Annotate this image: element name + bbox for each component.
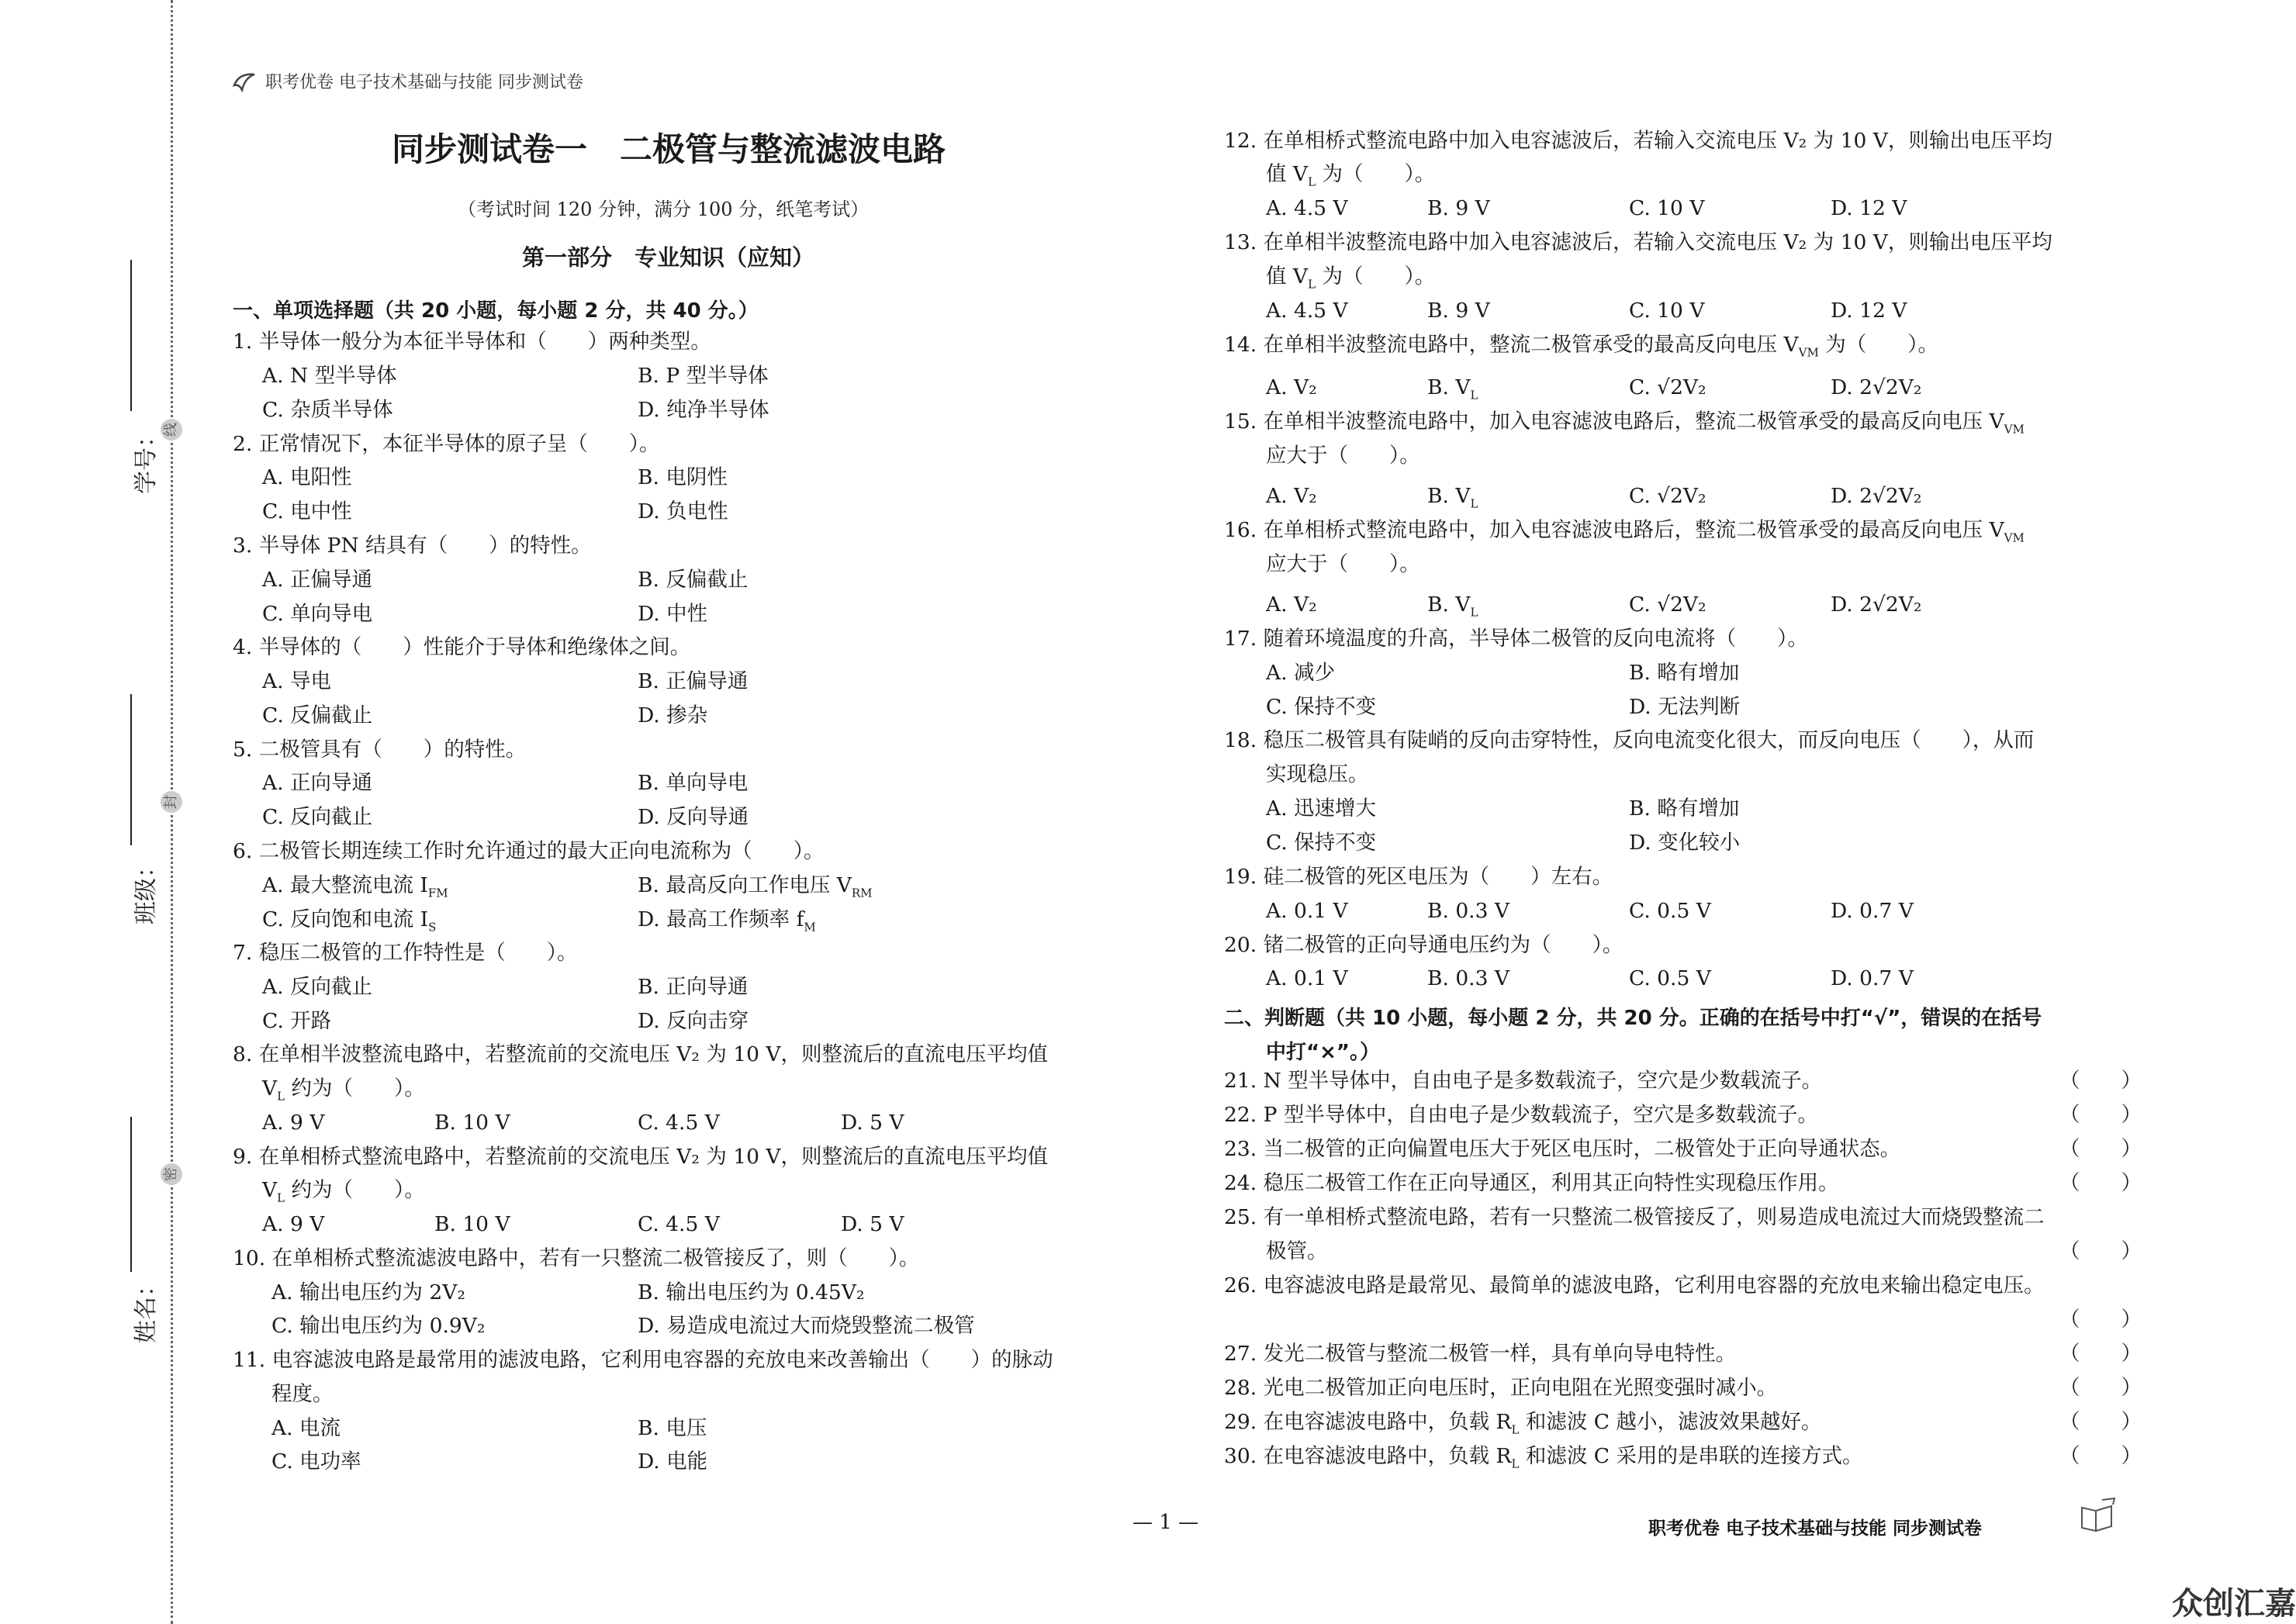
q22-answer-paren[interactable]: （ ） (2059, 1103, 2142, 1127)
q3-stem: 3. 半导体 PN 结具有（ ）的特性。 (233, 534, 592, 558)
q3-option-d: D. 中性 (638, 602, 708, 626)
footer-brand: 职考优卷 电子技术基础与技能 同步测试卷 (1648, 1519, 1983, 1539)
q15-stem-cont: 应大于（ ）。 (1266, 444, 1420, 468)
q19-option-c: C. 0.5 V (1629, 899, 1711, 923)
q4-option-d: D. 掺杂 (638, 703, 708, 727)
q18-option-a: A. 迅速增大 (1266, 796, 1376, 821)
q28-stem: 28. 光电二极管加正向电压时，正向电阻在光照变强时减小。 (1224, 1376, 1778, 1400)
q11-stem: 11. 电容滤波电路是最常用的滤波电路，它利用电容器的充放电来改善输出（ ）的脉动 (233, 1348, 1053, 1372)
student-id-label: 学号： (133, 424, 160, 494)
q17-option-d: D. 无法判断 (1629, 695, 1741, 719)
q29-answer-paren[interactable]: （ ） (2059, 1410, 2142, 1434)
q17-stem: 17. 随着环境温度的升高，半导体二极管的反向电流将（ ）。 (1224, 627, 1808, 651)
exam-info: （考试时间 120 分钟，满分 100 分，纸笔考试） (458, 199, 870, 220)
q13-option-a: A. 4.5 V (1266, 299, 1348, 323)
q18-option-d: D. 变化较小 (1629, 831, 1741, 855)
q3-option-a: A. 正偏导通 (262, 568, 372, 592)
q18-stem-cont: 实现稳压。 (1266, 762, 1369, 786)
q7-option-d: D. 反向击穿 (638, 1009, 749, 1033)
q8-option-a: A. 9 V (262, 1111, 325, 1135)
q18-stem: 18. 稳压二极管具有陡峭的反向击穿特性，反向电流变化很大，而反向电压（ ），从而 (1224, 728, 2035, 752)
seal-mi: 密 (161, 1163, 182, 1185)
q10-option-b: B. 输出电压约为 0.45V₂ (638, 1280, 865, 1304)
q10-stem: 10. 在单相桥式整流滤波电路中，若有一只整流二极管接反了，则（ ）。 (233, 1246, 920, 1270)
q5-option-c: C. 反向截止 (262, 805, 373, 829)
q16-option-b: B. $V_L$ (1427, 593, 1478, 620)
q15-option-d: D. 2√2V₂ (1831, 484, 1922, 508)
q8-stem-cont: $V_L$ 约为（ ）。 (262, 1076, 425, 1104)
name-line (130, 1117, 132, 1272)
q20-option-b: B. 0.3 V (1427, 966, 1510, 990)
q4-option-b: B. 正偏导通 (638, 669, 749, 693)
q9-option-c: C. 4.5 V (638, 1212, 720, 1236)
q17-option-c: C. 保持不变 (1266, 695, 1377, 719)
q21-stem: 21. N 型半导体中，自由电子是多数载流子，空穴是少数载流子。 (1224, 1069, 1823, 1093)
q5-option-b: B. 单向导电 (638, 771, 749, 795)
q4-option-a: A. 导电 (262, 669, 331, 693)
q12-stem-cont: 值 $V_L$ 为（ ）。 (1266, 162, 1436, 189)
q7-option-a: A. 反向截止 (262, 975, 372, 999)
q18-option-b: B. 略有增加 (1629, 796, 1740, 821)
q11-stem-cont: 程度。 (271, 1382, 334, 1406)
q5-stem: 5. 二极管具有（ ）的特性。 (233, 738, 527, 762)
q24-stem: 24. 稳压二极管工作在正向导通区，利用其正向特性实现稳压作用。 (1224, 1171, 1839, 1195)
q1-option-a: A. N 型半导体 (262, 364, 397, 388)
section2-title: 二、判断题（共 10 小题，每小题 2 分，共 20 分。正确的在括号中打“√”，错误的在括号 (1224, 1007, 2042, 1030)
section1-title: 一、单项选择题（共 20 小题，每小题 2 分，共 40 分。） (233, 299, 759, 323)
q14-stem: 14. 在单相半波整流电路中，整流二极管承受的最高反向电压 $V_{VM}$ 为（ ）。 (1224, 333, 1939, 360)
q17-option-a: A. 减少 (1266, 661, 1335, 685)
q3-option-c: C. 单向导电 (262, 602, 373, 626)
q15-stem: 15. 在单相半波整流电路中，加入电容滤波电路后，整流二极管承受的最高反向电压 $V_{VM}$ (1224, 409, 2025, 437)
q25-answer-paren[interactable]: （ ） (2059, 1239, 2142, 1263)
q14-option-a: A. V₂ (1266, 375, 1317, 399)
q19-option-b: B. 0.3 V (1427, 899, 1510, 923)
q26-stem: 26. 电容滤波电路是最常见、最简单的滤波电路，它利用电容器的充放电来输出稳定电压。 (1224, 1273, 2045, 1297)
page-title: 同步测试卷一 二极管与整流滤波电路 (392, 130, 946, 168)
class-label: 班级： (133, 855, 160, 924)
part-title: 第一部分 专业知识（应知） (522, 244, 815, 271)
watermark: 众创汇嘉 (2172, 1586, 2296, 1622)
q25-stem-cont: 极管。 (1266, 1239, 1328, 1263)
q13-stem-cont: 值 $V_L$ 为（ ）。 (1266, 264, 1436, 292)
q21-answer-paren[interactable]: （ ） (2059, 1069, 2142, 1093)
q30-answer-paren[interactable]: （ ） (2059, 1444, 2142, 1468)
q8-option-c: C. 4.5 V (638, 1111, 720, 1135)
q19-option-a: A. 0.1 V (1266, 899, 1348, 923)
q14-option-c: C. √2V₂ (1629, 375, 1706, 399)
q28-answer-paren[interactable]: （ ） (2059, 1376, 2142, 1400)
q13-option-d: D. 12 V (1831, 299, 1907, 323)
q19-stem: 19. 硅二极管的死区电压为（ ）左右。 (1224, 865, 1613, 889)
q4-option-c: C. 反偏截止 (262, 703, 373, 727)
q2-option-c: C. 电中性 (262, 499, 352, 523)
seal-feng: 封 (161, 791, 182, 813)
q2-option-a: A. 电阳性 (262, 465, 352, 489)
q12-option-b: B. 9 V (1427, 196, 1490, 220)
q25-stem: 25. 有一单相桥式整流电路，若有一只整流二极管接反了，则易造成电流过大而烧毁整流二 (1224, 1205, 2045, 1229)
q8-stem: 8. 在单相半波整流电路中，若整流前的交流电压 V₂ 为 10 V，则整流后的直流电压平均值 (233, 1042, 1049, 1066)
q27-answer-paren[interactable]: （ ） (2059, 1342, 2142, 1366)
q12-option-a: A. 4.5 V (1266, 196, 1348, 220)
q11-option-b: B. 电压 (638, 1416, 707, 1440)
q24-answer-paren[interactable]: （ ） (2059, 1171, 2142, 1195)
logo-icon (231, 70, 259, 95)
q17-option-b: B. 略有增加 (1629, 661, 1740, 685)
q23-stem: 23. 当二极管的正向偏置电压大于死区电压时，二极管处于正向导通状态。 (1224, 1137, 1901, 1161)
q20-option-d: D. 0.7 V (1831, 966, 1914, 990)
q20-option-a: A. 0.1 V (1266, 966, 1348, 990)
q7-option-b: B. 正向导通 (638, 975, 749, 999)
q26-answer-paren[interactable]: （ ） (2059, 1308, 2142, 1332)
q11-option-d: D. 电能 (638, 1450, 708, 1474)
q9-option-d: D. 5 V (841, 1212, 904, 1236)
q11-option-a: A. 电流 (271, 1416, 341, 1440)
q16-option-a: A. V₂ (1266, 593, 1317, 617)
q6-stem: 6. 二极管长期连续工作时允许通过的最大正向电流称为（ ）。 (233, 839, 825, 863)
q27-stem: 27. 发光二极管与整流二极管一样，具有单向导电特性。 (1224, 1342, 1737, 1366)
q29-stem: 29. 在电容滤波电路中，负载 $R_L$ 和滤波 C 越小，滤波效果越好。 (1224, 1410, 1822, 1437)
q1-option-c: C. 杂质半导体 (262, 398, 393, 422)
q15-option-b: B. $V_L$ (1427, 484, 1478, 511)
q5-option-a: A. 正向导通 (262, 771, 372, 795)
q4-stem: 4. 半导体的（ ）性能介于导体和绝缘体之间。 (233, 635, 691, 659)
q9-option-b: B. 10 V (434, 1212, 510, 1236)
section2-title-cont: 中打“×”。） (1266, 1041, 1380, 1064)
q19-option-d: D. 0.7 V (1831, 899, 1914, 923)
q22-stem: 22. P 型半导体中，自由电子是少数载流子，空穴是多数载流子。 (1224, 1103, 1818, 1127)
q2-stem: 2. 正常情况下，本征半导体的原子呈（ ）。 (233, 432, 660, 456)
q6-option-b: B. 最高反向工作电压 $V_{RM}$ (638, 873, 873, 900)
q6-option-d: D. 最高工作频率 $f_M$ (638, 907, 816, 935)
q3-option-b: B. 反偏截止 (638, 568, 749, 592)
q14-option-b: B. $V_L$ (1427, 375, 1478, 403)
q14-option-d: D. 2√2V₂ (1831, 375, 1922, 399)
q20-stem: 20. 锗二极管的正向导通电压约为（ ）。 (1224, 933, 1623, 957)
q9-option-a: A. 9 V (262, 1212, 325, 1236)
q13-option-b: B. 9 V (1427, 299, 1490, 323)
q15-option-c: C. √2V₂ (1629, 484, 1706, 508)
q6-option-a: A. 最大整流电流 $I_{FM}$ (262, 873, 448, 900)
q1-option-d: D. 纯净半导体 (638, 398, 769, 422)
q12-option-d: D. 12 V (1831, 196, 1907, 220)
book-icon (2079, 1497, 2118, 1534)
q16-option-c: C. √2V₂ (1629, 593, 1706, 617)
q18-option-c: C. 保持不变 (1266, 831, 1377, 855)
q23-answer-paren[interactable]: （ ） (2059, 1137, 2142, 1161)
q1-stem: 1. 半导体一般分为本征半导体和（ ）两种类型。 (233, 330, 711, 354)
q15-option-a: A. V₂ (1266, 484, 1317, 508)
q9-stem-cont: $V_L$ 约为（ ）。 (262, 1178, 425, 1205)
header-logo-text: 职考优卷 电子技术基础与技能 同步测试卷 (265, 73, 583, 92)
q16-option-d: D. 2√2V₂ (1831, 593, 1922, 617)
q16-stem: 16. 在单相桥式整流电路中，加入电容滤波电路后，整流二极管承受的最高反向电压 $V_{VM}$ (1224, 518, 2025, 545)
q8-option-b: B. 10 V (434, 1111, 510, 1135)
q6-option-c: C. 反向饱和电流 $I_S$ (262, 907, 437, 935)
q9-stem: 9. 在单相桥式整流电路中，若整流前的交流电压 V₂ 为 10 V，则整流后的直流电压平均值 (233, 1145, 1049, 1169)
q12-option-c: C. 10 V (1629, 196, 1705, 220)
q13-option-c: C. 10 V (1629, 299, 1705, 323)
q10-option-a: A. 输出电压约为 2V₂ (271, 1280, 466, 1304)
q12-stem: 12. 在单相桥式整流电路中加入电容滤波后，若输入交流电压 V₂ 为 10 V，则输出电压平均 (1224, 129, 2052, 153)
name-label: 姓名： (133, 1273, 160, 1343)
class-line (130, 694, 132, 845)
q30-stem: 30. 在电容滤波电路中，负载 $R_L$ 和滤波 C 采用的是串联的连接方式。 (1224, 1444, 1863, 1471)
q1-option-b: B. P 型半导体 (638, 364, 769, 388)
q5-option-d: D. 反向导通 (638, 805, 749, 829)
q16-stem-cont: 应大于（ ）。 (1266, 552, 1420, 576)
q20-option-c: C. 0.5 V (1629, 966, 1711, 990)
q11-option-c: C. 电功率 (271, 1450, 361, 1474)
student-id-line (130, 260, 132, 411)
q7-stem: 7. 稳压二极管的工作特性是（ ）。 (233, 941, 578, 965)
q13-stem: 13. 在单相半波整流电路中加入电容滤波后，若输入交流电压 V₂ 为 10 V，则输出电压平均 (1224, 230, 2052, 254)
q8-option-d: D. 5 V (841, 1111, 904, 1135)
page-number: — 1 — (1132, 1511, 1199, 1534)
seal-xian: 线 (161, 419, 182, 441)
q2-option-b: B. 电阴性 (638, 465, 728, 489)
q2-option-d: D. 负电性 (638, 499, 728, 523)
q7-option-c: C. 开路 (262, 1009, 332, 1033)
q10-option-c: C. 输出电压约为 0.9V₂ (271, 1314, 486, 1338)
q10-option-d: D. 易造成电流过大而烧毁整流二极管 (638, 1314, 975, 1338)
